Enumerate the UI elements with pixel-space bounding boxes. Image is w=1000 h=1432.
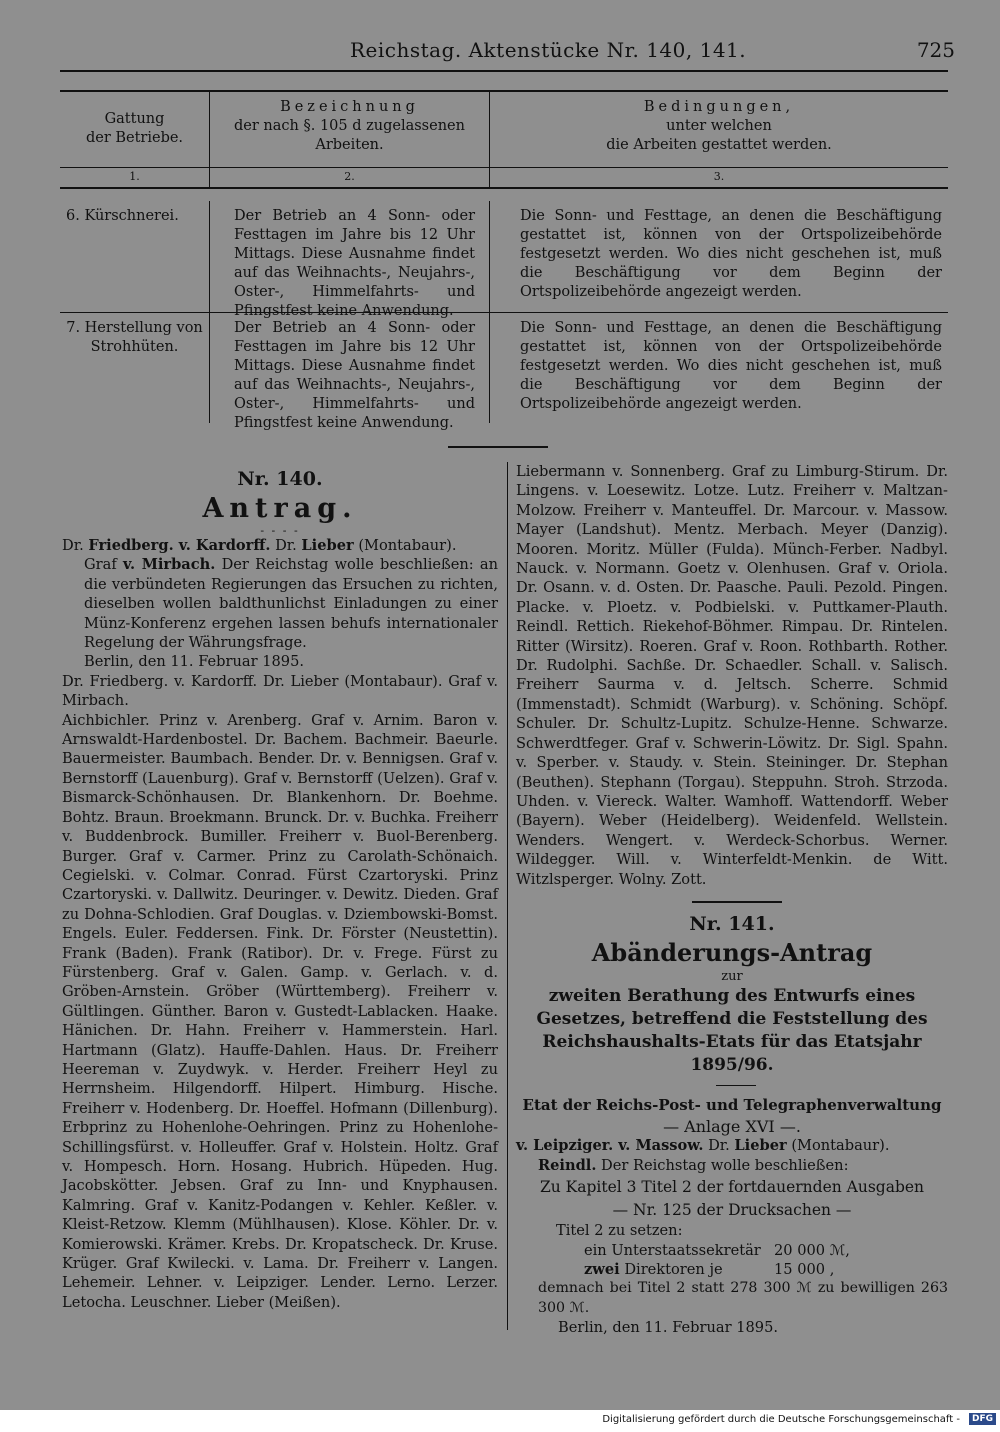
item-direktoren xyxy=(516,1260,948,1279)
table-number-rule xyxy=(60,187,948,189)
col-number-3: 3. xyxy=(713,170,725,183)
motion-mirbach: v. Mirbach. xyxy=(122,556,216,574)
proposers-names-bold: Friedberg. v. Kardorff. xyxy=(88,537,271,554)
nr141-rule xyxy=(692,901,782,903)
proposers-leipziger-massow: v. Leipziger. v. Massow. xyxy=(516,1137,704,1155)
item2-label: Direktoren je xyxy=(624,1260,723,1278)
item1-value: 20 000 ℳ, xyxy=(774,1241,850,1259)
nr141-motion-lead xyxy=(516,1156,948,1175)
nr-141-title: Nr. 141. xyxy=(689,912,775,935)
nr140-supporters: Aichbichler. Prinz v. Arenberg. Graf v. Arnim. Baron v. Arnswaldt-Hardenbostel. Dr. Bachem. Bachmeir. Baeurle. Bauermeister. Baumbach. Bender. Dr. v. Bennigsen. Graf v. Bernstorff (Lauenburg). Graf v. Bernstorff (Uelzen). Graf v. Bismarck-Schönhausen. Dr. Blankenhorn. Dr. Boehme. Bohtz. Braun. Broekmann. Brunck. Dr. v. Buchka. Freiherr v. Buddenbrock. Bumiller. Freiherr v. Buol-Berenberg. Burger. Graf v. Carmer. Prinz zu Carolath-Schönaich. Cegielski. v. Colmar. Conrad. Fürst Czartoryski. Prinz Czartoryski. v. Dallwitz. Deuringer. v. Dewitz. Dieden. Graf zu Dohna-Schlodien. Graf Douglas. v. Dziembowski-Bomst. Engels. Euler. Feddersen. Fink. Dr. Förster (Neustettin). Frank (Baden). Frank (Ratibor). Dr. v. Frege. Fürst zu Fürstenberg. Graf v. Galen. Gamp. v. Gerlach. v. d. Gröben-Arnstein. Gröber (Württemberg). Freiherr v. Gültlingen. Günther. Baron v. Gustedt-Lablacken. Haake. Hänichen. Dr. Hahn. Freiherr v. Hammerstein. Harl. Hartmann (Glatz). Hauffe-Dahlen. Haus. Dr. Freiherr Heereman v. Zuydwyk. v. Herder. Freiherr Heyl zu Herrnsheim. Hilgendorff. Hilpert. Himburg. Hische. Freiherr v. Hodenberg. Dr. Hoeffel. Hofmann (Dillenburg). Erbprinz zu Hohenlohe-Oehringen. Prinz zu Hohenlohe-Schillingsfürst. v. Holleuffer. Graf v. Holstein. Holtz. Graf v. Hompesch. Horn. Hosang. Hubrich. Hüpeden. Hug. Jacobskötter. Jebsen. Graf zu Inn- und Knyphausen. Kalmring. Graf v. Kanitz-Podangen v. Kehler. Keßler. v. Kleist-Retzow. Klemm (Mühlhausen). Klose. Köhler. Dr. v. Komierowski. Krämer. Krebs. Dr. Kropatscheck. Dr. Kruse. Krüger. Graf Kwilecki. v. Lama. Dr. Freiherr v. Langen. Lehemeir. Lehner. v. Leipziger. Lender. Lerno. Lerzer. Letocha. Leuschner. Lieber (Meißen). xyxy=(62,711,498,1311)
spacer xyxy=(516,889,948,901)
etat-title: Etat der Reichs-Post- und Telegraphenverwaltung xyxy=(522,1095,942,1114)
th-bez-l2: der nach §. 105 d zugelassenen xyxy=(234,118,465,134)
th-bezeichnung xyxy=(210,90,490,167)
nr141-date: Berlin, den 11. Februar 1895. xyxy=(558,1319,778,1337)
th-bez-l1: Bezeichnung xyxy=(280,99,419,115)
demnach-line: demnach bei Titel 2 statt 278 300 ℳ zu bewilligen 263 300 ℳ. xyxy=(538,1280,948,1316)
conditions-table xyxy=(60,90,948,431)
th-bed-l3: die Arbeiten gestattet werden. xyxy=(606,137,832,153)
table-header-row xyxy=(60,90,948,168)
running-header xyxy=(60,36,955,66)
motion-text: Der Reichstag wolle beschließen: an die verbündeten Regierungen das Ersuchen zu richten, dieselben wollen baldthunlichst Einladungen zu einer Münz-Konferenz ergehen lassen behufs internationaler Regelung der Währungsfrage. xyxy=(84,556,499,652)
row2-bezeichnung: Der Betrieb an 4 Sonn- oder Festtagen im Jahre bis 12 Uhr Mittags. Diese Ausnahme findet auf das Weihnachts-, Neujahrs-, Oster-, Himmelfahrts- und Pfingstfest keine Anwendung. xyxy=(210,313,490,423)
zur-label: zur xyxy=(721,968,743,984)
titel-line: Titel 2 zu setzen: xyxy=(556,1222,683,1240)
abaenderungs-heading: Abänderungs-Antrag xyxy=(591,937,873,967)
kapitel-line: Zu Kapitel 3 Titel 2 der fortdauernden Ausgaben xyxy=(539,1178,925,1197)
header-rule xyxy=(60,70,948,72)
th-bed-l1: Bedingungen, xyxy=(643,99,795,115)
right-column xyxy=(516,462,948,1338)
nr140-signers: Dr. Friedberg. v. Kardorff. Dr. Lieber (Montabaur). Graf v. Mirbach. xyxy=(62,672,498,710)
anlage-label: — Anlage XVI —. xyxy=(663,1116,801,1136)
nr140-proposers xyxy=(62,536,498,555)
table-number-row xyxy=(60,168,948,188)
heading-separator: - - - - xyxy=(260,524,300,537)
section-divider xyxy=(448,446,548,448)
proposers-dr: Dr. xyxy=(275,537,297,554)
row1-bedingungen: Die Sonn- und Festtage, an denen die Beschäftigung gestattet ist, können von der Ortspolizeibehörde festgesetzt werden. Wo dies nicht geschehen ist, muß die Beschäftigung vor dem Beginn der Ortspolizeibehörde angezeigt werden. xyxy=(520,208,942,300)
proposers-lieber: Lieber xyxy=(301,537,354,554)
proposers-montabaur: (Montabaur). xyxy=(358,537,457,554)
motion-lead: Der Reichstag wolle beschließen: xyxy=(601,1156,849,1174)
row1-gattung: 6. Kürschnerei. xyxy=(60,201,210,312)
row2-gattung: 7. Herstellung von Strohhüten. xyxy=(60,313,210,423)
row2-bedingungen: Die Sonn- und Festtage, an denen die Beschäftigung gestattet ist, können von der Ortspolizeibehörde festgesetzt werden. Wo dies nicht geschehen ist, muß die Beschäftigung vor dem Beginn der Ortspolizeibehörde angezeigt werden. xyxy=(520,320,942,412)
page-number: 725 xyxy=(916,38,955,62)
proposer-reindl: Reindl. xyxy=(538,1156,597,1174)
column-divider xyxy=(507,462,508,1330)
proposers-lieber: Lieber xyxy=(734,1137,787,1155)
antrag-heading: Antrag. xyxy=(202,493,358,524)
item2-value: 15 000 , xyxy=(774,1260,835,1278)
dfg-logo: DFG xyxy=(969,1413,996,1425)
footer-bar xyxy=(0,1410,1000,1432)
table-row xyxy=(60,201,948,319)
item-unterstaatssekretaer xyxy=(516,1241,948,1260)
nr140-motion xyxy=(62,555,498,652)
nr140-date: Berlin, den 11. Februar 1895. xyxy=(84,653,304,671)
th-bez-l3: Arbeiten. xyxy=(315,137,384,153)
drucksachen-line: — Nr. 125 der Drucksachen — xyxy=(612,1201,852,1220)
proposers-dr: Dr. xyxy=(708,1137,730,1155)
table-top-rule xyxy=(60,90,948,92)
supporters-continued: Liebermann v. Sonnenberg. Graf zu Limburg-Stirum. Dr. Lingens. v. Loesewitz. Lotze. Lutz. Freiherr v. Maltzan-Molzow. Freiherr v. Manteuffel. Dr. Marcour. v. Massow. Mayer (Landshut). Mentz. Merbach. Meyer (Danzig). Mooren. Moritz. Müller (Fulda). Münch-Ferber. Nadbyl. Nauck. v. Normann. Goetz v. Olenhusen. Graf v. Oriola. Dr. Osann. v. d. Osten. Dr. Paasche. Pauli. Pezold. Pingen. Placke. v. Ploetz. v. Podbielski. v. Puttkamer-Plauth. Reindl. Rettich. Riekehof-Böhmer. Rimpau. Dr. Rintelen. Ritter (Wirsitz). Roeren. Graf v. Roon. Rothbarth. Rother. Dr. Rudolphi. Sachße. Dr. Schaedler. Schall. v. Salisch. Freiherr Saurma v. d. Jeltsch. Scherre. Schmid (Immenstadt). Schmidt (Warburg). v. Schöning. Schöpf. Schuler. Dr. Schultz-Lupitz. Schulze-Henne. Schwarze. Schwerdtfeger. Graf v. Schwerin-Löwitz. Dr. Sigl. Spahn. v. Sperber. v. Staudy. v. Stein. Steininger. Dr. Stephan (Beuthen). Stephann (Torgau). Steppuhn. Stroh. Strzoda. Uhden. v. Viereck. Walter. Wamhoff. Wattendorff. Weber (Bayern). Weber (Heidelberg). Weidenfeld. Wellstein. Wenders. Wengert. v. Werdeck-Schorbus. Werner. Wildegger. Will. v. Winterfeldt-Menkin. de Witt. Witzlsperger. Wolny. Zott. xyxy=(516,463,948,888)
item2-bold: zwei xyxy=(584,1260,620,1278)
row1-bezeichnung: Der Betrieb an 4 Sonn- oder Festtagen im Jahre bis 12 Uhr Mittags. Diese Ausnahme findet auf das Weihnachts-, Neujahrs-, Oster-, Himmelfahrts- und Pfingstfest keine Anwendung. xyxy=(210,201,490,312)
nr-140-title: Nr. 140. xyxy=(237,468,323,490)
th-bed-l2: unter welchen xyxy=(666,118,772,134)
motion-graf: Graf xyxy=(84,556,117,574)
table-gap xyxy=(60,189,948,201)
footer-credit: Digitalisierung gefördert durch die Deutsche Forschungsgemeinschaft - xyxy=(602,1414,960,1425)
header-title: Reichstag. Aktenstücke Nr. 140, 141. xyxy=(350,38,747,62)
item2-label-wrap xyxy=(584,1260,774,1279)
th-gattung-l1: Gattung xyxy=(104,111,165,127)
col-number-1: 1. xyxy=(60,168,210,187)
th-gattung xyxy=(60,90,210,167)
item1-label: ein Unterstaatssekretär xyxy=(584,1241,761,1259)
th-gattung-l2: der Betriebe. xyxy=(85,130,184,146)
table-row xyxy=(60,313,948,431)
col-number-2: 2. xyxy=(210,168,490,187)
nr141-proposers xyxy=(516,1136,948,1155)
subheading-rule xyxy=(716,1085,756,1086)
left-column xyxy=(62,466,498,1312)
proposers-montabaur: (Montabaur). xyxy=(791,1137,890,1155)
bill-subheading: zweiten Berathung des Entwurfs eines Gesetzes, betreffend die Feststellung des Reichshaushalts-Etats für das Etatsjahr 1895/96. xyxy=(536,985,928,1075)
th-bedingungen xyxy=(490,90,948,167)
proposers-lead: Dr. xyxy=(62,537,84,554)
